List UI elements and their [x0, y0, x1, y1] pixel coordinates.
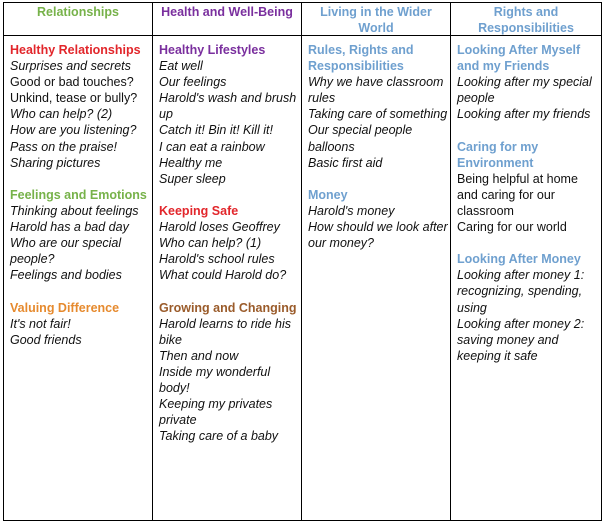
list-item: Then and now [159, 348, 239, 363]
list-item: Looking after my friends [457, 107, 591, 122]
section-title: Growing and Changing [159, 300, 297, 315]
column-relationships [4, 36, 153, 520]
section-title: Valuing Difference [10, 300, 120, 315]
list-item: Harold has a bad day [10, 220, 129, 235]
list-item: Good friends [10, 332, 82, 347]
section-title: Looking After Myself and my Friends [457, 43, 581, 74]
list-item: Who can help? (1) [159, 236, 262, 251]
list-item: Looking after money 2: saving money and keeping it safe [457, 316, 585, 363]
list-item: Super sleep [159, 171, 226, 186]
list-item: Harold's wash and brush up [159, 91, 297, 122]
header-rights-and-responsibilities: Rights and Responsibilities [451, 3, 601, 36]
list-item: How should we look after our money? [308, 220, 448, 251]
section-title: Feelings and Emotions [10, 187, 147, 202]
list-item: Who are our special people? [10, 236, 122, 267]
list-item: Pass on the praise! [10, 139, 118, 154]
list-item: I can eat a rainbow [159, 139, 265, 154]
list-item: How are you listening? [10, 123, 137, 138]
list-item: Being helpful at home and caring for our classroom [457, 171, 578, 218]
list-item: Thinking about feelings [10, 203, 139, 218]
list-item: Catch it! Bin it! Kill it! [159, 123, 273, 138]
list-item: It's not fair! [10, 316, 71, 331]
list-item: Harold learns to ride his bike [159, 316, 292, 347]
column-health-and-wellbeing [153, 36, 302, 520]
list-item: Feelings and bodies [10, 268, 122, 283]
list-item: Our feelings [159, 75, 227, 90]
list-item: Sharing pictures [10, 155, 101, 170]
column-rights-and-responsibilities [451, 36, 601, 520]
list-item: Surprises and secrets [10, 59, 131, 74]
list-item: Unkind, tease or bully? [10, 91, 138, 106]
section-title: Looking After Money [457, 252, 581, 267]
list-item: What could Harold do? [159, 268, 287, 283]
header-health-and-wellbeing: Health and Well-Being [153, 3, 302, 36]
section-title: Money [308, 187, 348, 202]
curriculum-table [3, 2, 602, 521]
list-item: Looking after money 1: recognizing, spending, using [457, 268, 585, 315]
list-item: Harold loses Geoffrey [159, 220, 280, 235]
list-item: Our special people balloons [308, 123, 413, 154]
column-living-in-wider-world [302, 36, 451, 520]
list-item: Basic first aid [308, 155, 383, 170]
list-item: Looking after my special people [457, 75, 592, 106]
list-item: Harold's school rules [159, 252, 275, 267]
list-item: Harold's money [308, 203, 395, 218]
header-relationships: Relationships [4, 3, 153, 36]
list-item: Taking care of a baby [159, 429, 279, 444]
list-item: Healthy me [159, 155, 223, 170]
list-item: Keeping my privates private [159, 397, 273, 428]
section-title: Keeping Safe [159, 203, 239, 218]
section-title: Healthy Lifestyles [159, 43, 266, 57]
list-item: Taking care of something [308, 107, 448, 122]
section-title: Rules, Rights and Responsibilities [308, 43, 414, 74]
section-title: Caring for my Environment [457, 139, 539, 170]
list-item: Eat well [159, 59, 203, 74]
list-item: Good or bad touches? [10, 75, 134, 90]
list-item: Caring for our world [457, 220, 567, 235]
section-title: Healthy Relationships [10, 43, 141, 57]
list-item: Inside my wonderful body! [159, 364, 271, 395]
header-living-in-wider-world: Living in the Wider World [302, 3, 451, 36]
list-item: Who can help? (2) [10, 107, 113, 122]
list-item: Why we have classroom rules [308, 75, 444, 106]
